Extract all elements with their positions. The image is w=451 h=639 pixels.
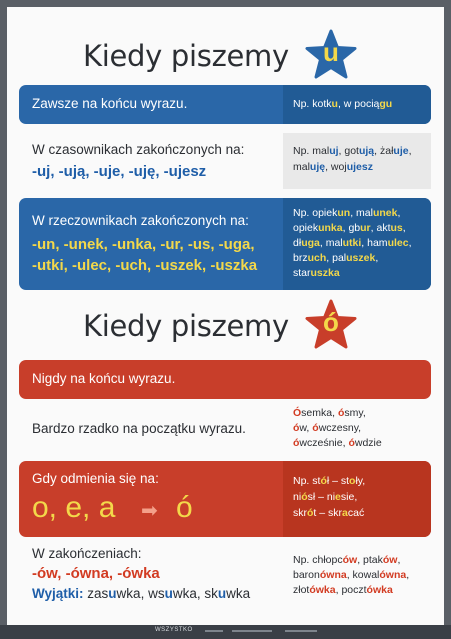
u-row3-example-l3: długa, malutki, hamulec, (293, 237, 412, 249)
star-u-icon (305, 29, 357, 81)
star-u-letter: u (323, 37, 339, 67)
u-row3-example-l4: brzuch, paluszek, (293, 252, 379, 264)
o-row2-example-l2: ów, ówczesny, (293, 422, 362, 434)
u-row1-text: Zawsze na końcu wyrazu. (32, 96, 188, 111)
o-row3-example (283, 461, 431, 537)
o-row4-example-l1: Np. chłopców, ptaków, (293, 554, 401, 566)
arrow-right-icon: ➡ (141, 500, 158, 522)
u-row-verbs (19, 133, 431, 189)
o-row3-example-l1: Np. stół – stoły, (293, 475, 366, 487)
u-row3-intro: W rzeczownikach zakończonych na: (32, 213, 249, 228)
o-row2-example-l3: ówcześnie, ówdzie (293, 437, 382, 449)
o-row4-example-l3: złotówka, pocztówka (293, 584, 393, 596)
o-row-never-end (19, 360, 431, 399)
o-row4-example (283, 543, 431, 619)
o-row-endings (19, 543, 431, 619)
u-row2-intro: W czasownikach zakończonych na: (32, 142, 245, 157)
poster (7, 7, 444, 625)
o-row4-example-l2: baronówna, kowalówna, (293, 569, 410, 581)
star-o-icon (305, 299, 357, 351)
footer-info-2 (232, 630, 272, 632)
o-row-declension (19, 461, 431, 537)
section-u-title: Kiedy piszemy (83, 39, 289, 73)
o-row4-exceptions-label: Wyjątki: (32, 586, 84, 601)
u-row3-example-l1: Np. opiekun, malunek, (293, 207, 401, 219)
o-row2-example-l1: Ósemka, ósmy, (293, 407, 366, 419)
o-row3-example-l3: skrót – skracać (293, 507, 365, 519)
u-row3-example-l2: opiekunka, gbur, aktus, (293, 222, 406, 234)
o-row3-result: ó (176, 491, 193, 524)
footer-logo: WSZYSTKO (155, 627, 193, 633)
u-row-always-end (19, 85, 431, 124)
o-row2-example (283, 403, 431, 457)
o-row-rarely-start (19, 403, 431, 457)
star-o-letter: ó (323, 307, 339, 337)
o-row4-endings: -ów, -ówna, -ówka (32, 565, 160, 582)
u-row2-example-l2: maluję, wojujesz (293, 161, 373, 173)
section-o-header (7, 305, 444, 361)
o-row1-text: Nigdy na końcu wyrazu. (32, 371, 176, 386)
footer-info-1 (205, 630, 223, 632)
u-row2-endings: -uj, -ują, -uje, -uję, -ujesz (32, 163, 207, 180)
u-row-nouns (19, 198, 431, 290)
section-o-title: Kiedy piszemy (83, 309, 289, 343)
u-row3-example-l5: staruszka (293, 267, 340, 279)
o-row4-exceptions: Wyjątki: zasuwka, wsuwka, skuwka (32, 586, 251, 601)
u-row1-example-line: Np. kotku, w pociągu (293, 98, 393, 110)
u-row3-example (283, 198, 431, 290)
o-row3-intro: Gdy odmienia się na: (32, 471, 159, 486)
o-row4-intro: W zakończeniach: (32, 546, 142, 561)
u-row3-endings-l2: -utki, -ulec, -uch, -uszek, -uszka (32, 257, 258, 274)
o-row3-example-l2: niósł – niesie, (293, 491, 358, 503)
o-row2-text: Bardzo rzadko na początku wyrazu. (32, 421, 246, 436)
u-row2-example (283, 133, 431, 189)
footer-bar (0, 625, 451, 639)
u-row3-endings-l1: -un, -unek, -unka, -ur, -us, -uga, (32, 236, 255, 253)
footer-info-3 (285, 630, 317, 632)
section-u-header (7, 35, 444, 91)
u-row2-example-l1: Np. maluj, gotują, żałuje, (293, 145, 412, 157)
u-row1-example (283, 85, 431, 124)
o-row3-letters: o, e, a (32, 491, 116, 524)
